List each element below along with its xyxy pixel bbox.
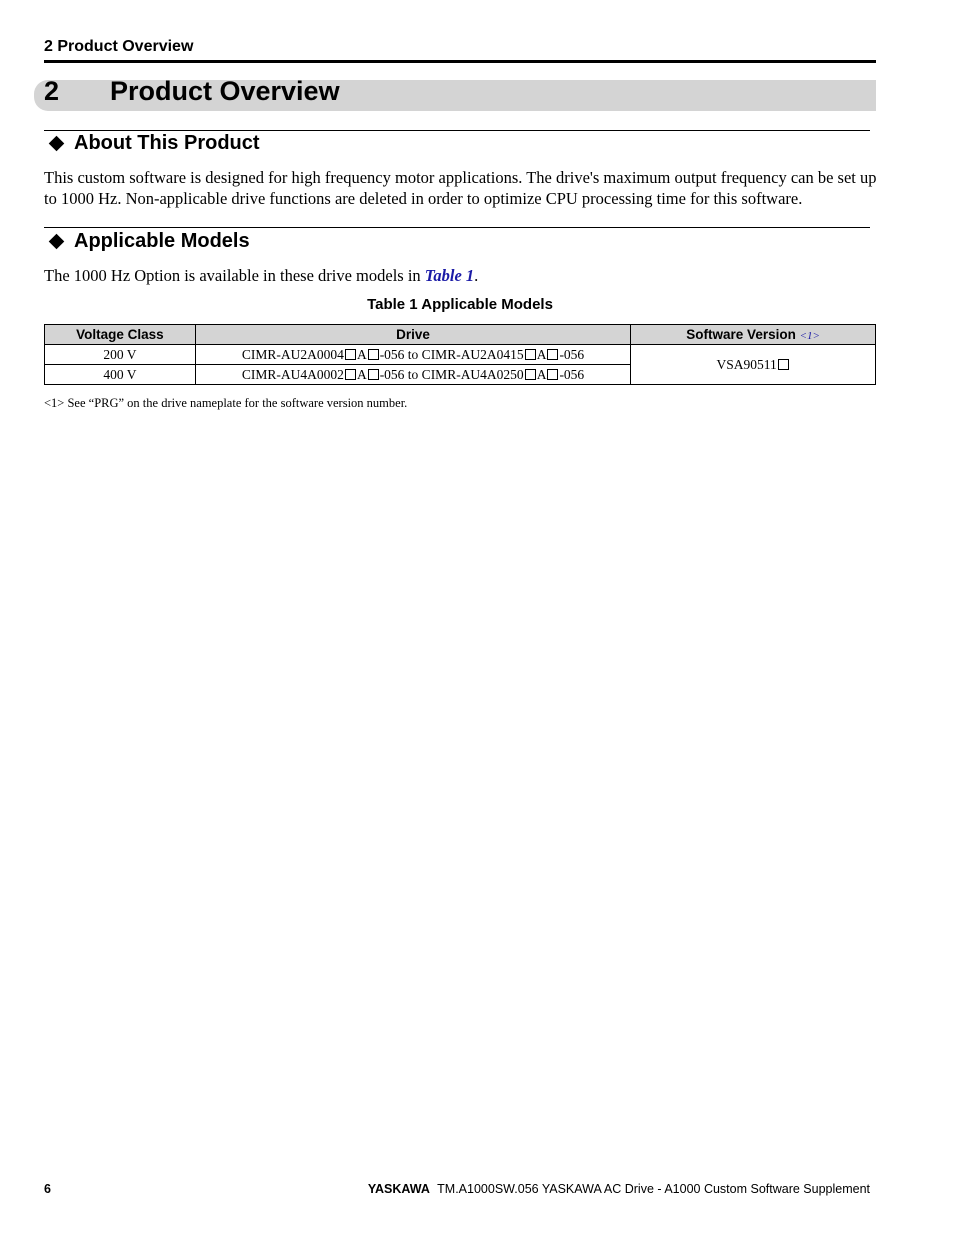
drive-cell <box>195 365 630 385</box>
table-caption: Table 1 Applicable Models <box>367 296 553 313</box>
drive-model-mid: A <box>536 346 547 362</box>
footnote-ref-link[interactable]: <1> <box>799 330 820 342</box>
section-heading-models <box>48 230 250 253</box>
header-software-version-text: Software Version <box>686 327 796 342</box>
page-number: 6 <box>44 1182 51 1196</box>
placeholder-box-icon <box>345 349 356 360</box>
drive-model-mid: A <box>536 366 547 382</box>
applicable-models-table <box>44 324 876 385</box>
drive-model-range: -056 to CIMR-AU4A0250 <box>379 366 524 382</box>
software-version-cell <box>631 345 876 385</box>
drive-model-start: CIMR-AU4A0002 <box>241 366 344 382</box>
section-heading-models-text: Applicable Models <box>74 230 250 252</box>
header-drive: Drive <box>195 325 630 345</box>
table-footnote: <1> See “PRG” on the drive nameplate for the software version number. <box>44 396 408 410</box>
placeholder-box-icon <box>547 349 558 360</box>
models-paragraph <box>44 265 880 286</box>
placeholder-box-icon <box>368 369 379 380</box>
drive-model-end: -056 <box>559 366 585 382</box>
footer-doc-title: TM.A1000SW.056 YASKAWA AC Drive - A1000 Custom Software Supplement <box>437 1182 870 1196</box>
placeholder-box-icon <box>778 359 789 370</box>
voltage-cell: 200 V <box>45 345 196 365</box>
table-header-row <box>45 325 876 345</box>
about-paragraph: This custom software is designed for high frequency motor applications. The drive's maximum output frequency can be set up to 1000 Hz. Non-applicable drive functions are deleted in order to optimize CPU processing time for this software. <box>44 168 877 208</box>
running-header-rule <box>44 60 876 63</box>
models-paragraph-text: The 1000 Hz Option is available in these drive models in <box>44 266 425 285</box>
section-heading-about <box>48 132 260 155</box>
table-row <box>45 345 876 365</box>
section-rule-about <box>44 130 870 131</box>
footer-brand: YASKAWA <box>367 1182 430 1196</box>
section-rule-models <box>44 227 870 228</box>
models-paragraph-end: . <box>474 266 479 285</box>
header-software-version <box>631 325 876 345</box>
drive-cell <box>195 345 630 365</box>
chapter-title: Product Overview <box>110 76 340 106</box>
placeholder-box-icon <box>547 369 558 380</box>
diamond-bullet-icon <box>49 234 65 250</box>
chapter-number: 2 <box>44 76 60 106</box>
software-version-text: VSA90511 <box>716 356 777 372</box>
placeholder-box-icon <box>368 349 379 360</box>
diamond-bullet-icon <box>49 136 65 152</box>
running-header: 2 Product Overview <box>44 38 194 55</box>
placeholder-box-icon <box>525 369 536 380</box>
placeholder-box-icon <box>345 369 356 380</box>
table-1-link[interactable]: Table 1 <box>424 266 475 285</box>
drive-model-mid: A <box>356 346 367 362</box>
drive-model-end: -056 <box>559 346 585 362</box>
drive-model-start: CIMR-AU2A0004 <box>241 346 344 362</box>
voltage-cell: 400 V <box>45 365 196 385</box>
drive-model-range: -056 to CIMR-AU2A0415 <box>379 346 524 362</box>
section-heading-about-text: About This Product <box>74 132 260 154</box>
footer-doc-info <box>368 1182 870 1196</box>
drive-model-mid: A <box>356 366 367 382</box>
placeholder-box-icon <box>525 349 536 360</box>
header-voltage-class: Voltage Class <box>45 325 196 345</box>
